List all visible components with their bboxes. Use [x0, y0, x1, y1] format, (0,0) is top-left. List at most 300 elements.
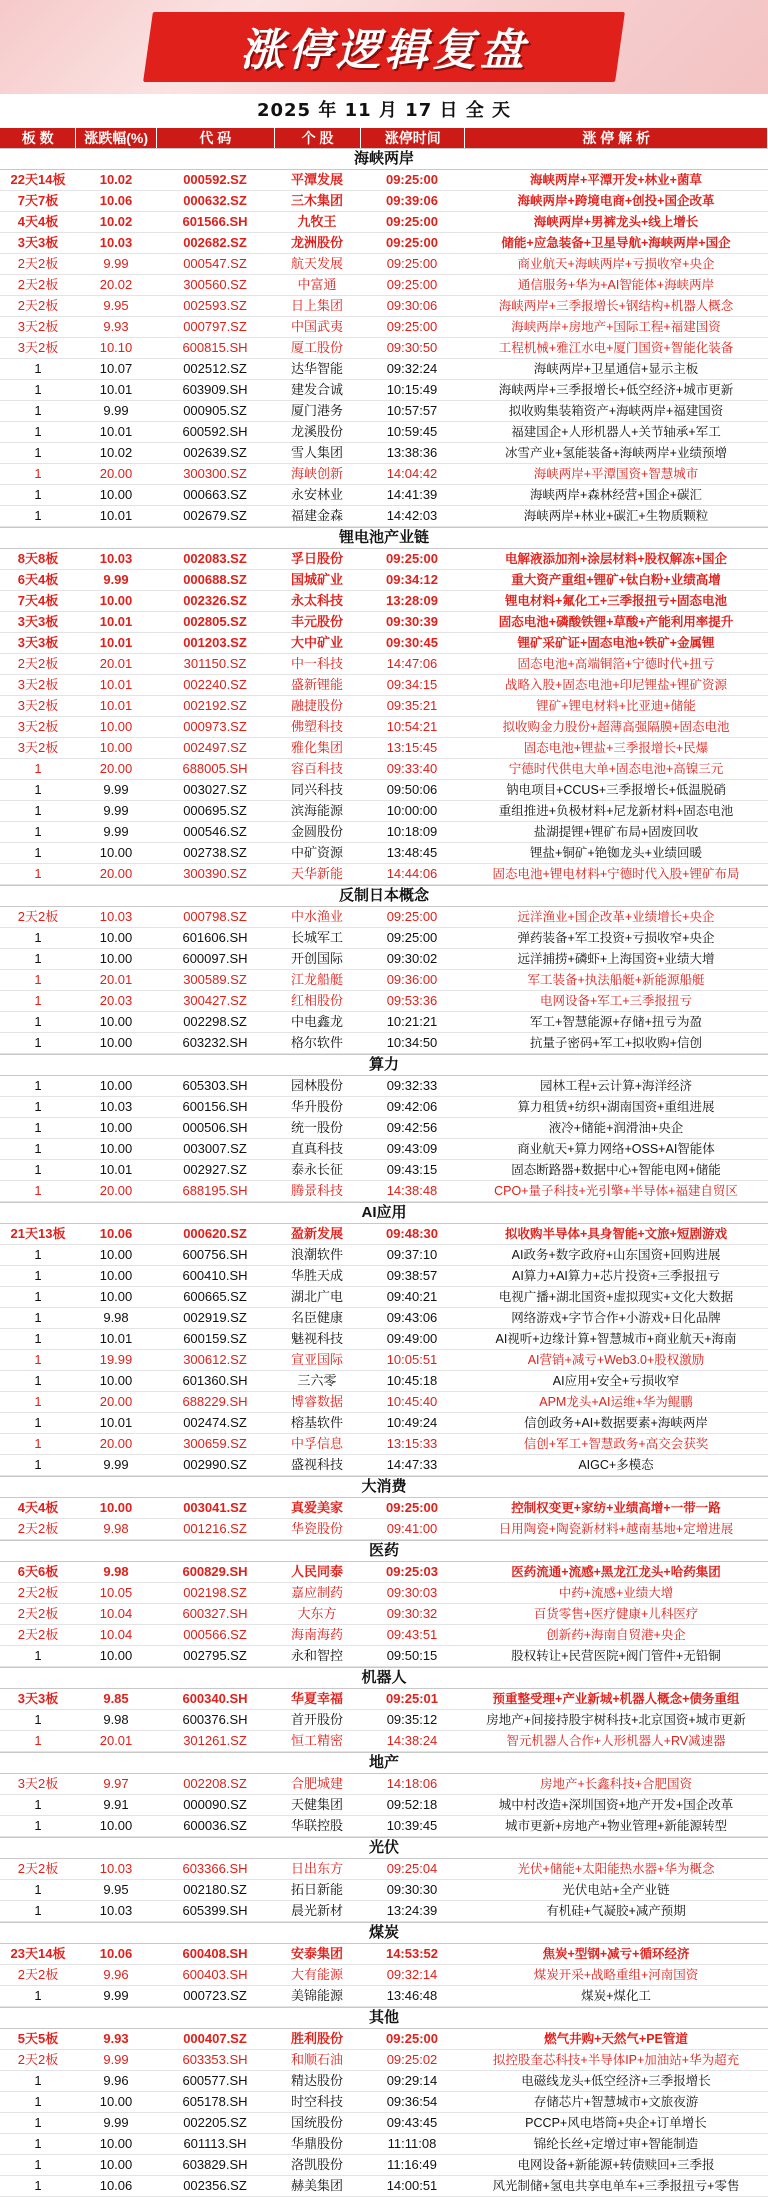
cell-time: 14:47:06 [386, 656, 438, 671]
cell-code: 605303.SH [182, 1078, 248, 1093]
cell-boards: 2天2板 [17, 1606, 59, 1621]
table-row [0, 401, 768, 422]
cell-analysis: 弹药装备+军工投资+亏损收窄+央企 [517, 931, 715, 945]
cell-boards: 5天5板 [17, 2031, 59, 2046]
cell-code: 600156.SH [182, 1099, 248, 1114]
cell-code: 002083.SZ [183, 551, 247, 566]
cell-analysis: 固态电池+锂电材料+宁德时代入股+锂矿布局 [492, 867, 740, 881]
table-row [0, 1392, 768, 1413]
table-row [0, 675, 768, 696]
cell-analysis: 房地产+长鑫科技+合肥国资 [539, 1777, 693, 1791]
cell-code: 601606.SH [182, 930, 248, 945]
cell-change: 10.00 [99, 1268, 133, 1283]
date-line: 2025 年 11 月 17 日 全 天 [256, 100, 512, 121]
cell-boards: 1 [34, 1797, 42, 1812]
cell-change: 10.00 [99, 1141, 133, 1156]
cell-code: 002474.SZ [183, 1415, 247, 1430]
cell-code: 003007.SZ [183, 1141, 247, 1156]
cell-change: 10.02 [99, 214, 133, 229]
cell-stock: 红相股份 [290, 993, 343, 1008]
cell-change: 9.93 [103, 2031, 129, 2046]
cell-analysis: 锦纶长丝+定增过审+智能制造 [533, 2137, 699, 2151]
section-title: AI应用 [0, 1202, 768, 1224]
cell-time: 10:00:00 [386, 803, 438, 818]
table-row [0, 1859, 768, 1880]
cell-stock: 九牧王 [297, 214, 337, 229]
cell-analysis: 拟收购金力股份+超薄高强隔膜+固态电池 [502, 720, 730, 734]
cell-code: 002198.SZ [183, 1585, 247, 1600]
cell-time: 14:53:52 [385, 1946, 439, 1961]
cell-boards: 1 [34, 2178, 42, 2193]
cell-code: 002679.SZ [183, 508, 247, 523]
cell-code: 001216.SZ [183, 1521, 247, 1536]
cell-code: 600577.SH [182, 2073, 248, 2088]
header-time: 涨停时间 [361, 128, 465, 148]
cell-boards: 1 [34, 1882, 42, 1897]
cell-time: 09:30:02 [386, 951, 438, 966]
cell-code: 300560.SZ [183, 277, 247, 292]
cell-stock: 人民同泰 [290, 1564, 343, 1579]
cell-change: 10.00 [99, 593, 133, 608]
cell-code: 002298.SZ [183, 1014, 247, 1029]
cell-analysis: 信创政务+AI+数据要素+海峡两岸 [524, 1416, 708, 1430]
cell-analysis: 电解液添加剂+涂层材料+股权解冻+国企 [505, 552, 727, 566]
cell-analysis: 福建国企+人形机器人+关节轴承+军工 [511, 425, 721, 439]
cell-analysis: AIGC+多模态 [578, 1458, 654, 1472]
cell-code: 603353.SH [182, 2052, 248, 2067]
table-row [0, 1434, 768, 1455]
cell-change: 10.01 [99, 508, 133, 523]
cell-boards: 1 [34, 1014, 42, 1029]
cell-boards: 21天13板 [10, 1226, 66, 1241]
cell-boards: 1 [34, 1373, 42, 1388]
table-row [0, 233, 768, 254]
table-row [0, 1562, 768, 1583]
cell-analysis: 拟收购集装箱资产+海峡两岸+福建国资 [508, 404, 724, 418]
table-row [0, 1012, 768, 1033]
cell-stock: 国统股份 [290, 2115, 343, 2130]
cell-analysis: AI政务+数字政府+山东国资+回购进展 [511, 1248, 721, 1262]
cell-change: 20.00 [99, 1394, 133, 1409]
header-analysis: 涨 停 解 析 [465, 128, 768, 148]
table-row [0, 2134, 768, 2155]
table-row [0, 1287, 768, 1308]
cell-change: 10.06 [99, 1946, 133, 1961]
cell-change: 10.01 [99, 698, 133, 713]
cell-analysis: 海峡两岸+平潭开发+林业+菌草 [530, 173, 702, 187]
cell-stock: 安泰集团 [290, 1946, 343, 1961]
table-row [0, 422, 768, 443]
cell-stock: 中国武夷 [290, 319, 343, 334]
cell-stock: 华胜天成 [290, 1268, 343, 1283]
cell-time: 09:25:02 [386, 2052, 438, 2067]
cell-stock: 开创国际 [290, 951, 343, 966]
cell-analysis: 创新药+海南自贸港+央企 [546, 1628, 686, 1642]
table-row [0, 1224, 768, 1245]
cell-stock: 湖北广电 [290, 1289, 343, 1304]
table-row [0, 591, 768, 612]
cell-stock: 厦门港务 [290, 403, 343, 418]
cell-time: 14:00:51 [386, 2178, 438, 2193]
cell-change: 10.00 [99, 719, 133, 734]
cell-time: 09:29:14 [386, 2073, 438, 2088]
cell-time: 10:49:24 [386, 1415, 438, 1430]
cell-time: 09:25:03 [385, 1564, 439, 1579]
cell-analysis: 网络游戏+字节合作+小游戏+日化品牌 [511, 1311, 721, 1325]
table-row [0, 1245, 768, 1266]
table-row [0, 170, 768, 191]
cell-change: 10.00 [99, 951, 133, 966]
cell-analysis: 有机硅+气凝胶+减产预期 [546, 1904, 686, 1918]
cell-stock: 永安林业 [290, 487, 343, 502]
cell-analysis: 锂矿采矿证+固态电池+铁矿+金属锂 [517, 636, 715, 650]
table-row [0, 1139, 768, 1160]
cell-time: 09:25:00 [386, 277, 438, 292]
cell-change: 10.00 [99, 1035, 133, 1050]
cell-code: 002497.SZ [183, 740, 247, 755]
table-row [0, 1965, 768, 1986]
table-row [0, 864, 768, 885]
table-row [0, 1097, 768, 1118]
cell-stock: 晨光新材 [290, 1903, 343, 1918]
cell-boards: 2天2板 [17, 1861, 59, 1876]
cell-time: 09:30:39 [385, 614, 439, 629]
cell-change: 9.98 [103, 1521, 129, 1536]
cell-boards: 1 [34, 2157, 42, 2172]
cell-analysis: 工程机械+雅江水电+厦门国资+智能化装备 [498, 341, 734, 355]
table-row [0, 296, 768, 317]
cell-change: 9.99 [103, 2052, 129, 2067]
cell-code: 000723.SZ [183, 1988, 247, 2003]
cell-change: 10.03 [99, 235, 133, 250]
cell-time: 14:04:42 [386, 466, 438, 481]
table-row [0, 1901, 768, 1922]
table-row [0, 843, 768, 864]
cell-stock: 滨海能源 [290, 803, 343, 818]
cell-code: 601360.SH [182, 1373, 248, 1388]
cell-change: 10.04 [99, 1627, 133, 1642]
cell-stock: 丰元股份 [290, 614, 343, 629]
cell-code: 688005.SH [182, 761, 248, 776]
cell-analysis: 海峡两岸+房地产+国际工程+福建国资 [511, 320, 721, 334]
cell-code: 002180.SZ [183, 1882, 247, 1897]
cell-analysis: 煤炭开采+战略重组+河南国资 [533, 1968, 699, 1982]
cell-analysis: 抗量子密码+军工+拟收购+信创 [530, 1036, 702, 1050]
cell-boards: 2天2板 [17, 298, 59, 313]
cell-time: 10:57:57 [386, 403, 438, 418]
cell-change: 9.96 [103, 1967, 129, 1982]
table-row [0, 380, 768, 401]
table-row [0, 907, 768, 928]
cell-boards: 3天3板 [17, 235, 59, 250]
cell-change: 10.00 [99, 1818, 133, 1833]
cell-boards: 3天3板 [17, 635, 59, 650]
cell-code: 300390.SZ [183, 866, 247, 881]
cell-analysis: 海峡两岸+跨境电商+创投+国企改革 [517, 194, 715, 208]
cell-change: 10.03 [99, 551, 133, 566]
cell-change: 10.00 [99, 1500, 133, 1515]
cell-stock: 天健集团 [290, 1797, 343, 1812]
cell-change: 10.00 [99, 1648, 133, 1663]
cell-time: 09:43:06 [386, 1310, 438, 1325]
table-row [0, 1308, 768, 1329]
cell-boards: 1 [34, 1078, 42, 1093]
cell-change: 10.00 [99, 1014, 133, 1029]
cell-change: 10.06 [99, 2178, 133, 2193]
cell-analysis: 锂矿+锂电材料+比亚迪+储能 [536, 699, 696, 713]
cell-boards: 1 [34, 993, 42, 1008]
cell-stock: 雪人集团 [290, 445, 343, 460]
cell-code: 002593.SZ [183, 298, 247, 313]
cell-analysis: 光伏+储能+太阳能热水器+华为概念 [517, 1862, 715, 1876]
cell-stock: 融捷股份 [290, 698, 343, 713]
cell-time: 09:25:00 [385, 172, 439, 187]
cell-time: 14:44:06 [386, 866, 438, 881]
cell-boards: 1 [34, 382, 42, 397]
table-row [0, 654, 768, 675]
cell-code: 601566.SH [182, 214, 248, 229]
cell-time: 09:36:00 [386, 972, 438, 987]
cell-analysis: 光伏电站+全产业链 [562, 1883, 670, 1897]
cell-boards: 3天2板 [17, 1776, 59, 1791]
cell-time: 14:41:39 [386, 487, 438, 502]
cell-analysis: 宁德时代供电大单+固态电池+高镍三元 [508, 762, 724, 776]
cell-code: 600829.SH [182, 1564, 248, 1579]
cell-analysis: 预重整受理+产业新城+机器人概念+债务重组 [492, 1692, 740, 1706]
table-row [0, 485, 768, 506]
cell-analysis: AI算力+AI算力+芯片投资+三季报扭亏 [511, 1269, 721, 1283]
cell-code: 600665.SZ [183, 1289, 247, 1304]
cell-time: 09:25:00 [385, 551, 439, 566]
cell-change: 10.01 [99, 424, 133, 439]
cell-analysis: PCCP+风电塔筒+央企+订单增长 [525, 2116, 707, 2130]
cell-time: 09:43:51 [386, 1627, 438, 1642]
table-row [0, 738, 768, 759]
cell-code: 002919.SZ [183, 1310, 247, 1325]
table-row [0, 1795, 768, 1816]
cell-code: 301261.SZ [183, 1733, 247, 1748]
cell-boards: 1 [34, 824, 42, 839]
cell-time: 09:25:00 [385, 235, 439, 250]
cell-change: 10.00 [99, 845, 133, 860]
cell-stock: 格尔软件 [290, 1035, 343, 1050]
cell-code: 000905.SZ [183, 403, 247, 418]
cell-time: 11:11:08 [387, 2136, 437, 2151]
cell-analysis: 拟控股奎芯科技+半导体IP+加油站+华为超充 [492, 2053, 740, 2067]
cell-change: 20.00 [99, 761, 133, 776]
cell-boards: 2天2板 [17, 1627, 59, 1642]
cell-boards: 1 [34, 1268, 42, 1283]
cell-analysis: 锂盐+铜矿+铯铷龙头+业绩回暖 [530, 846, 702, 860]
cell-code: 002356.SZ [183, 2178, 247, 2193]
cell-change: 9.98 [103, 1712, 129, 1727]
cell-analysis: 算力租赁+纺织+湖南国资+重组进展 [517, 1100, 715, 1114]
cell-boards: 4天4板 [17, 214, 59, 229]
cell-code: 603232.SH [182, 1035, 248, 1050]
table-row [0, 1774, 768, 1795]
cell-stock: 中电鑫龙 [290, 1014, 343, 1029]
table-row [0, 359, 768, 380]
cell-analysis: 海峡两岸+男裤龙头+线上增长 [533, 215, 699, 229]
cell-analysis: 燃气井购+天然气+PE管道 [544, 2032, 688, 2046]
table-row [0, 1350, 768, 1371]
cell-time: 10:21:21 [386, 1014, 438, 1029]
cell-change: 10.03 [99, 1861, 133, 1876]
cell-boards: 1 [34, 466, 42, 481]
table-row [0, 1371, 768, 1392]
cell-code: 000090.SZ [183, 1797, 247, 1812]
cell-change: 10.01 [99, 1415, 133, 1430]
cell-change: 20.00 [99, 866, 133, 881]
cell-time: 09:50:06 [386, 782, 438, 797]
cell-code: 603909.SH [182, 382, 248, 397]
cell-stock: 同兴科技 [290, 782, 343, 797]
cell-boards: 2天2板 [17, 277, 59, 292]
cell-code: 000663.SZ [183, 487, 247, 502]
cell-analysis: 股权转让+民营医院+阀门管件+无铅铜 [511, 1649, 721, 1663]
cell-stock: 建发合诚 [290, 382, 343, 397]
cell-stock: 江龙船艇 [290, 972, 343, 987]
cell-stock: 华升股份 [290, 1099, 343, 1114]
table-row [0, 1710, 768, 1731]
cell-analysis: 固态断路器+数据中心+智能电网+储能 [511, 1163, 721, 1177]
cell-code: 605399.SH [182, 1903, 248, 1918]
cell-boards: 1 [34, 424, 42, 439]
cell-stock: 永和智控 [290, 1648, 343, 1663]
cell-analysis: 远洋渔业+国企改革+业绩增长+央企 [517, 910, 715, 924]
cell-stock: 厦工股份 [290, 340, 343, 355]
table-row [0, 1118, 768, 1139]
cell-boards: 1 [34, 972, 42, 987]
cell-stock: 航天发展 [290, 256, 343, 271]
cell-boards: 1 [34, 1733, 42, 1748]
cell-stock: 时空科技 [290, 2094, 343, 2109]
cell-boards: 1 [34, 1988, 42, 2003]
table-row [0, 443, 768, 464]
table-row [0, 1498, 768, 1519]
cell-code: 000632.SZ [183, 193, 247, 208]
cell-analysis: 信创+军工+智慧政务+高交会获奖 [523, 1437, 709, 1451]
cell-time: 13:24:39 [386, 1903, 438, 1918]
cell-analysis: 海峡两岸+平潭国资+智慧城市 [533, 467, 699, 481]
cell-boards: 1 [34, 1352, 42, 1367]
cell-stock: 华夏幸福 [290, 1691, 343, 1706]
table-row [0, 801, 768, 822]
cell-change: 9.99 [103, 403, 129, 418]
cell-stock: 佛塑科技 [290, 719, 343, 734]
cell-stock: 泰永长征 [290, 1162, 343, 1177]
cell-time: 14:47:33 [386, 1457, 438, 1472]
cell-stock: 龙溪股份 [290, 424, 343, 439]
cell-time: 09:30:32 [386, 1606, 438, 1621]
cell-code: 603366.SH [182, 1861, 248, 1876]
cell-code: 600756.SH [182, 1247, 248, 1262]
cell-boards: 2天2板 [17, 656, 59, 671]
cell-stock: 恒工精密 [290, 1733, 343, 1748]
cell-stock: 海峡创新 [290, 466, 343, 481]
cell-change: 10.05 [99, 1585, 133, 1600]
table-row [0, 991, 768, 1012]
cell-change: 10.01 [99, 635, 133, 650]
table-row [0, 1160, 768, 1181]
cell-time: 09:48:30 [385, 1226, 439, 1241]
cell-code: 600376.SH [182, 1712, 248, 1727]
cell-boards: 1 [34, 2115, 42, 2130]
cell-boards: 1 [34, 1903, 42, 1918]
cell-time: 14:42:03 [386, 508, 438, 523]
cell-time: 09:30:30 [386, 1882, 438, 1897]
cell-time: 09:25:00 [386, 256, 438, 271]
section-title: 锂电池产业链 [0, 527, 768, 549]
cell-time: 10:34:50 [386, 1035, 438, 1050]
cell-time: 10:45:40 [386, 1394, 438, 1409]
cell-time: 09:52:18 [386, 1797, 438, 1812]
table-row [0, 780, 768, 801]
table-row [0, 1986, 768, 2007]
cell-analysis: 园林工程+云计算+海洋经济 [539, 1079, 693, 1093]
cell-time: 13:48:45 [386, 845, 438, 860]
cell-time: 14:38:48 [386, 1183, 438, 1198]
cell-analysis: 中药+流感+业绩大增 [558, 1586, 674, 1600]
cell-analysis: 钠电项目+CCUS+三季报增长+低温脱硝 [506, 783, 726, 797]
table-row [0, 1583, 768, 1604]
cell-stock: 雅化集团 [290, 740, 343, 755]
cell-analysis: 军工装备+执法船艇+新能源船艇 [527, 973, 705, 987]
cell-time: 09:41:00 [386, 1521, 438, 1536]
cell-boards: 1 [34, 1035, 42, 1050]
cell-change: 10.00 [99, 740, 133, 755]
cell-change: 9.95 [103, 1882, 129, 1897]
cell-code: 003041.SZ [183, 1500, 247, 1515]
cell-code: 600327.SH [182, 1606, 248, 1621]
cell-change: 10.01 [99, 614, 133, 629]
cell-stock: 统一股份 [290, 1120, 343, 1135]
cell-code: 000546.SZ [183, 824, 247, 839]
cell-time: 09:42:56 [386, 1120, 438, 1135]
cell-boards: 1 [34, 1436, 42, 1451]
cell-analysis: CPO+量子科技+光引擎+半导体+福建自贸区 [494, 1184, 738, 1198]
cell-stock: 合肥城建 [290, 1776, 343, 1791]
cell-code: 002795.SZ [183, 1648, 247, 1663]
table-row [0, 254, 768, 275]
cell-time: 13:38:36 [386, 445, 438, 460]
cell-time: 09:34:15 [386, 677, 438, 692]
cell-change: 10.00 [99, 487, 133, 502]
cell-code: 300427.SZ [183, 993, 247, 1008]
cell-code: 600097.SH [182, 951, 248, 966]
cell-boards: 6天4板 [17, 572, 59, 587]
cell-code: 600159.SZ [183, 1331, 247, 1346]
cell-boards: 3天2板 [17, 677, 59, 692]
cell-analysis: 城中村改造+深圳国资+地产开发+国企改革 [498, 1798, 734, 1812]
cell-boards: 7天4板 [17, 593, 59, 608]
cell-analysis: 商业航天+海峡两岸+亏损收窄+央企 [517, 257, 715, 271]
cell-time: 10:54:21 [386, 719, 438, 734]
cell-stock: 长城军工 [290, 930, 343, 945]
cell-boards: 2天2板 [17, 256, 59, 271]
cell-code: 300589.SZ [183, 972, 247, 987]
cell-analysis: 重大资产重组+锂矿+钛白粉+业绩高增 [511, 573, 721, 587]
table-row [0, 633, 768, 654]
cell-stock: 魅视科技 [290, 1331, 343, 1346]
table-body [0, 148, 768, 2197]
section-title: 反制日本概念 [0, 885, 768, 907]
cell-time: 10:39:45 [386, 1818, 438, 1833]
cell-boards: 1 [34, 866, 42, 881]
cell-boards: 1 [34, 1415, 42, 1430]
table-row [0, 1816, 768, 1837]
cell-time: 09:53:36 [386, 993, 438, 1008]
